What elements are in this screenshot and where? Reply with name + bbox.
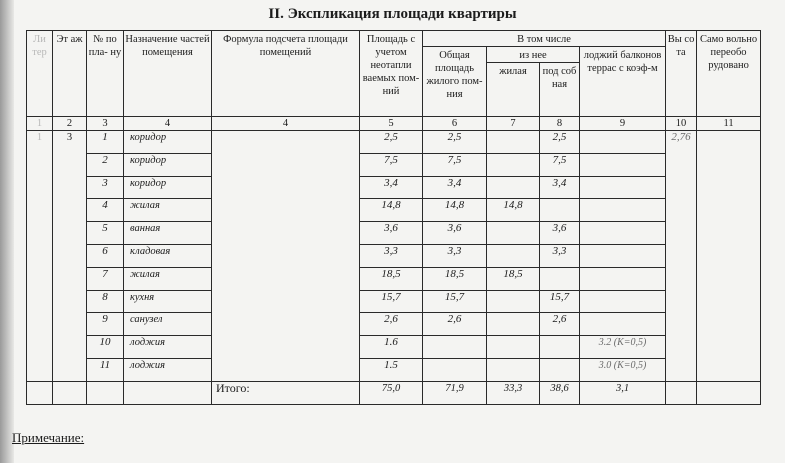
cell-plan-number: 11 bbox=[87, 358, 124, 381]
totals-living: 33,3 bbox=[487, 381, 540, 404]
col-number: 2 bbox=[53, 117, 87, 131]
cell-height bbox=[666, 336, 697, 359]
cell-liter bbox=[27, 290, 53, 313]
cell-living: 14,8 bbox=[487, 199, 540, 222]
cell-living bbox=[487, 290, 540, 313]
cell-height bbox=[666, 313, 697, 336]
header-total-living-area: Общая площадь жилого пом-ния bbox=[423, 47, 487, 117]
header-unauthorized: Само вольно переобо рудовано bbox=[697, 31, 761, 117]
totals-auxiliary: 38,6 bbox=[540, 381, 580, 404]
cell-unauthorized bbox=[697, 199, 761, 222]
header-loggias: лоджий балконов террас с коэф-м bbox=[580, 47, 666, 117]
cell-total-living: 3,3 bbox=[423, 244, 487, 267]
cell-plan-number: 6 bbox=[87, 244, 124, 267]
cell-room-name: жилая bbox=[124, 199, 212, 222]
cell-floor bbox=[53, 153, 87, 176]
cell-auxiliary bbox=[540, 358, 580, 381]
cell-loggia: 3.2 (К=0,5) bbox=[580, 336, 666, 359]
cell-loggia bbox=[580, 131, 666, 154]
cell-plan-number: 3 bbox=[87, 176, 124, 199]
cell-liter bbox=[27, 199, 53, 222]
table-row bbox=[27, 153, 761, 176]
cell-floor bbox=[53, 267, 87, 290]
cell-liter bbox=[27, 176, 53, 199]
cell-room-name: жилая bbox=[124, 267, 212, 290]
cell-liter bbox=[27, 358, 53, 381]
cell-auxiliary: 7,5 bbox=[540, 153, 580, 176]
cell-height bbox=[666, 199, 697, 222]
table-row bbox=[27, 313, 761, 336]
cell-area: 18,5 bbox=[360, 267, 423, 290]
header-of-which: из нее bbox=[487, 47, 580, 63]
header-formula: Формула подсчета площади помещений bbox=[212, 31, 360, 117]
header-auxiliary: под соб ная bbox=[540, 63, 580, 117]
cell-height bbox=[666, 358, 697, 381]
cell-floor bbox=[53, 222, 87, 245]
cell-unauthorized bbox=[697, 222, 761, 245]
header-liter: Ли тер bbox=[27, 31, 53, 117]
cell-area: 14,8 bbox=[360, 199, 423, 222]
cell-unauthorized bbox=[697, 131, 761, 154]
header-area-unheated: Площадь с учетом неотапли ваемых пом-ний bbox=[360, 31, 423, 117]
table-body bbox=[27, 131, 761, 382]
cell-floor: 3 bbox=[53, 131, 87, 154]
cell-formula bbox=[212, 358, 360, 381]
cell-auxiliary bbox=[540, 267, 580, 290]
cell-unauthorized bbox=[697, 336, 761, 359]
cell-floor bbox=[53, 313, 87, 336]
cell-living bbox=[487, 222, 540, 245]
cell-floor bbox=[53, 199, 87, 222]
cell-total-living: 14,8 bbox=[423, 199, 487, 222]
col-number: 10 bbox=[666, 117, 697, 131]
cell-room-name: коридор bbox=[124, 131, 212, 154]
header-living: жилая bbox=[487, 63, 540, 117]
cell-liter bbox=[27, 153, 53, 176]
cell-plan-number: 8 bbox=[87, 290, 124, 313]
cell-living bbox=[487, 244, 540, 267]
cell-plan-number: 9 bbox=[87, 313, 124, 336]
cell-loggia bbox=[580, 290, 666, 313]
note-label: Примечание: bbox=[12, 430, 85, 445]
table-row bbox=[27, 176, 761, 199]
cell-living bbox=[487, 336, 540, 359]
col-number: 7 bbox=[487, 117, 540, 131]
scan-edge-shadow bbox=[0, 0, 14, 463]
cell-height bbox=[666, 244, 697, 267]
cell-total-living: 7,5 bbox=[423, 153, 487, 176]
cell-total-living: 15,7 bbox=[423, 290, 487, 313]
cell-loggia bbox=[580, 244, 666, 267]
cell-living bbox=[487, 313, 540, 336]
table-row bbox=[27, 336, 761, 359]
col-number: 1 bbox=[27, 117, 53, 131]
cell-room-name: кухня bbox=[124, 290, 212, 313]
cell-liter bbox=[27, 267, 53, 290]
cell-area: 3,6 bbox=[360, 222, 423, 245]
cell-height bbox=[666, 222, 697, 245]
cell-total-living: 3,6 bbox=[423, 222, 487, 245]
cell-loggia bbox=[580, 313, 666, 336]
cell-living bbox=[487, 153, 540, 176]
cell-formula bbox=[212, 153, 360, 176]
cell-living bbox=[487, 131, 540, 154]
cell-formula bbox=[212, 222, 360, 245]
cell-auxiliary: 3,6 bbox=[540, 222, 580, 245]
document-title: II. Экспликация площади квартиры bbox=[268, 6, 517, 22]
cell-unauthorized bbox=[697, 176, 761, 199]
cell-height bbox=[666, 290, 697, 313]
cell-plan-number: 1 bbox=[87, 131, 124, 154]
cell-living bbox=[487, 358, 540, 381]
col-number: 3 bbox=[87, 117, 124, 131]
cell-unauthorized bbox=[697, 290, 761, 313]
totals-total-living: 71,9 bbox=[423, 381, 487, 404]
cell-living: 18,5 bbox=[487, 267, 540, 290]
cell-total-living: 3,4 bbox=[423, 176, 487, 199]
cell-unauthorized bbox=[697, 244, 761, 267]
cell-floor bbox=[53, 358, 87, 381]
cell-loggia bbox=[580, 176, 666, 199]
cell-liter bbox=[27, 244, 53, 267]
cell-area: 3,4 bbox=[360, 176, 423, 199]
cell-loggia bbox=[580, 267, 666, 290]
col-number: 4 bbox=[212, 117, 360, 131]
totals-row bbox=[27, 381, 761, 404]
cell-auxiliary: 3,3 bbox=[540, 244, 580, 267]
cell-formula bbox=[212, 131, 360, 154]
cell-floor bbox=[53, 244, 87, 267]
cell-height bbox=[666, 267, 697, 290]
cell-plan-number: 4 bbox=[87, 199, 124, 222]
header-plan-number: № по пла- ну bbox=[87, 31, 124, 117]
cell-floor bbox=[53, 290, 87, 313]
table-row bbox=[27, 290, 761, 313]
cell-room-name: лоджия bbox=[124, 336, 212, 359]
cell-liter bbox=[27, 313, 53, 336]
cell-room-name: лоджия bbox=[124, 358, 212, 381]
cell-total-living: 18,5 bbox=[423, 267, 487, 290]
cell-floor bbox=[53, 336, 87, 359]
cell-auxiliary bbox=[540, 336, 580, 359]
cell-unauthorized bbox=[697, 153, 761, 176]
cell-plan-number: 5 bbox=[87, 222, 124, 245]
cell-plan-number: 2 bbox=[87, 153, 124, 176]
cell-height bbox=[666, 176, 697, 199]
column-numbers-row bbox=[27, 117, 761, 131]
totals-area: 75,0 bbox=[360, 381, 423, 404]
table-row bbox=[27, 358, 761, 381]
cell-formula bbox=[212, 313, 360, 336]
cell-formula bbox=[212, 290, 360, 313]
cell-unauthorized bbox=[697, 267, 761, 290]
cell-area: 2,6 bbox=[360, 313, 423, 336]
header-height: Вы со та bbox=[666, 31, 697, 117]
cell-room-name: ванная bbox=[124, 222, 212, 245]
cell-auxiliary: 3,4 bbox=[540, 176, 580, 199]
cell-formula bbox=[212, 244, 360, 267]
cell-room-name: коридор bbox=[124, 153, 212, 176]
col-number: 4 bbox=[124, 117, 212, 131]
cell-loggia bbox=[580, 199, 666, 222]
cell-area: 2,5 bbox=[360, 131, 423, 154]
table-row bbox=[27, 222, 761, 245]
header-including: В том числе bbox=[423, 31, 666, 47]
cell-auxiliary bbox=[540, 199, 580, 222]
cell-total-living: 2,5 bbox=[423, 131, 487, 154]
col-number: 5 bbox=[360, 117, 423, 131]
cell-unauthorized bbox=[697, 313, 761, 336]
cell-loggia: 3.0 (К=0,5) bbox=[580, 358, 666, 381]
cell-height: 2,76 bbox=[666, 131, 697, 154]
cell-area: 3,3 bbox=[360, 244, 423, 267]
cell-plan-number: 7 bbox=[87, 267, 124, 290]
cell-auxiliary: 2,6 bbox=[540, 313, 580, 336]
cell-liter bbox=[27, 222, 53, 245]
cell-total-living bbox=[423, 358, 487, 381]
cell-formula bbox=[212, 336, 360, 359]
cell-formula bbox=[212, 199, 360, 222]
cell-loggia bbox=[580, 153, 666, 176]
col-number: 8 bbox=[540, 117, 580, 131]
cell-liter: 1 bbox=[27, 131, 53, 154]
cell-area: 7,5 bbox=[360, 153, 423, 176]
cell-area: 1.6 bbox=[360, 336, 423, 359]
cell-room-name: кладовая bbox=[124, 244, 212, 267]
cell-unauthorized bbox=[697, 358, 761, 381]
explication-table bbox=[26, 30, 761, 405]
col-number: 11 bbox=[697, 117, 761, 131]
table-row bbox=[27, 267, 761, 290]
cell-formula bbox=[212, 176, 360, 199]
totals-label: Итого: bbox=[212, 381, 360, 404]
cell-total-living bbox=[423, 336, 487, 359]
cell-height bbox=[666, 153, 697, 176]
cell-loggia bbox=[580, 222, 666, 245]
cell-plan-number: 10 bbox=[87, 336, 124, 359]
cell-floor bbox=[53, 176, 87, 199]
table-row bbox=[27, 131, 761, 154]
cell-total-living: 2,6 bbox=[423, 313, 487, 336]
cell-area: 1.5 bbox=[360, 358, 423, 381]
table-row bbox=[27, 244, 761, 267]
col-number: 6 bbox=[423, 117, 487, 131]
table-row bbox=[27, 199, 761, 222]
cell-room-name: коридор bbox=[124, 176, 212, 199]
cell-auxiliary: 2,5 bbox=[540, 131, 580, 154]
cell-living bbox=[487, 176, 540, 199]
cell-formula bbox=[212, 267, 360, 290]
totals-loggia: 3,1 bbox=[580, 381, 666, 404]
header-row bbox=[27, 31, 761, 47]
cell-room-name: санузел bbox=[124, 313, 212, 336]
cell-auxiliary: 15,7 bbox=[540, 290, 580, 313]
header-purpose: Назначение частей помещения bbox=[124, 31, 212, 117]
header-floor: Эт аж bbox=[53, 31, 87, 117]
cell-area: 15,7 bbox=[360, 290, 423, 313]
cell-liter bbox=[27, 336, 53, 359]
col-number: 9 bbox=[580, 117, 666, 131]
